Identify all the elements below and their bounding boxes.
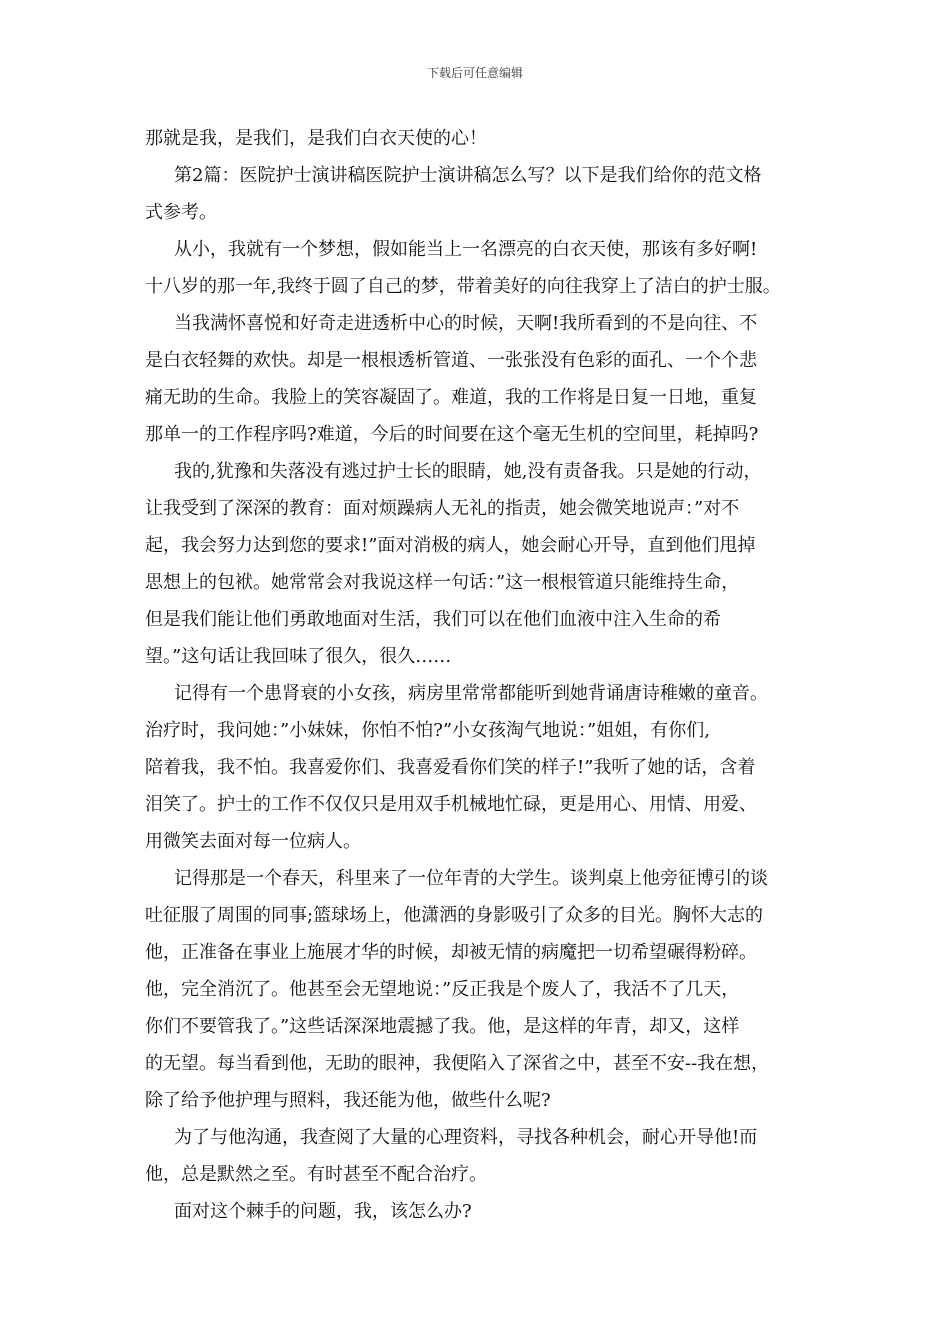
text-line: 式参考。 (145, 202, 217, 223)
text-line: 他，完全消沉了。他甚至会无望地说：”反正我是个废人了，我活不了几天， (145, 979, 740, 1000)
text-line: 起，我会努力达到您的要求!”面对消极的病人，她会耐心开导，直到他们甩掉 (145, 535, 756, 556)
text-line: 十八岁的那一年,我终于圆了自己的梦，带着美好的向往我穿上了洁白的护士服。 (145, 276, 781, 297)
text-line: 第2篇：医院护士演讲稿医院护士演讲稿怎么写？以下是我们给你的范文格 (174, 165, 762, 186)
text-line: 让我受到了深深的教育：面对烦躁病人无礼的指责，她会微笑地说声：”对不 (145, 498, 740, 519)
text-line: 除了给予他护理与照料，我还能为他，做些什么呢? (145, 1090, 551, 1111)
text-line: 用微笑去面对每一位病人。 (145, 831, 361, 852)
text-line: 从小，我就有一个梦想，假如能当上一名漂亮的白衣天使，那该有多好啊! (174, 239, 758, 260)
text-line: 那单一的工作程序吗?难道，今后的时间要在这个毫无生机的空间里，耗掉吗? (145, 424, 759, 445)
text-line: 记得那是一个春天，科里来了一位年青的大学生。谈判桌上他旁征博引的谈 (174, 868, 768, 889)
document-body (145, 120, 808, 1230)
text-line: 治疗时，我问她：”小妹妹，你怕不怕?”小女孩淘气地说：”姐姐，有你们, (145, 720, 710, 741)
text-line: 的无望。每当看到他，无助的眼神，我便陷入了深省之中，甚至不安--我在想， (145, 1053, 770, 1074)
text-line: 陪着我，我不怕。我喜爱你们、我喜爱看你们笑的样子!”我听了她的话，含着 (145, 757, 756, 778)
text-line: 思想上的包袱。她常常会对我说这样一句话：”这一根根管道只能维持生命， (145, 572, 740, 593)
text-line: 但是我们能让他们勇敢地面对生活，我们可以在他们血液中注入生命的希 (145, 609, 721, 630)
text-line: 那就是我，是我们，是我们白衣天使的心！ (145, 128, 487, 149)
text-line: 你们不要管我了。”这些话深深地震撼了我。他，是这样的年青，却又，这样 (145, 1016, 740, 1037)
text-line: 吐征服了周围的同事;篮球场上，他潇洒的身影吸引了众多的目光。胸怀大志的 (145, 905, 764, 926)
text-line: 我的,犹豫和失落没有逃过护士长的眼睛，她,没有责备我。只是她的行动， (174, 461, 762, 482)
text-line: 面对这个棘手的问题，我，该怎么办? (174, 1201, 472, 1222)
text-line: 痛无助的生命。我脸上的笑容凝固了。难道，我的工作将是日复一日地，重复 (145, 387, 757, 408)
text-line: 他，总是默然之至。有时甚至不配合治疗。 (145, 1164, 487, 1185)
text-line: 记得有一个患肾衰的小女孩，病房里常常都能听到她背诵唐诗稚嫩的童音。 (174, 683, 768, 704)
text-line: 是白衣轻舞的欢快。却是一根根透析管道、一张张没有色彩的面孔、一个个悲 (145, 350, 757, 371)
text-line: 望。”这句话让我回味了很久，很久…… (145, 646, 452, 667)
page-header: 下载后可任意编辑 (426, 66, 523, 80)
text-line: 他，正准备在事业上施展才华的时候，却被无情的病魔把一切希望碾得粉碎。 (145, 942, 757, 963)
text-line: 当我满怀喜悦和好奇走进透析中心的时候，天啊!我所看到的不是向往、不 (174, 313, 758, 334)
text-line: 泪笑了。护士的工作不仅仅只是用双手机械地忙碌，更是用心、用情、用爱、 (145, 794, 757, 815)
text-line: 为了与他沟通，我查阅了大量的心理资料，寻找各种机会，耐心开导他!而 (174, 1127, 758, 1148)
